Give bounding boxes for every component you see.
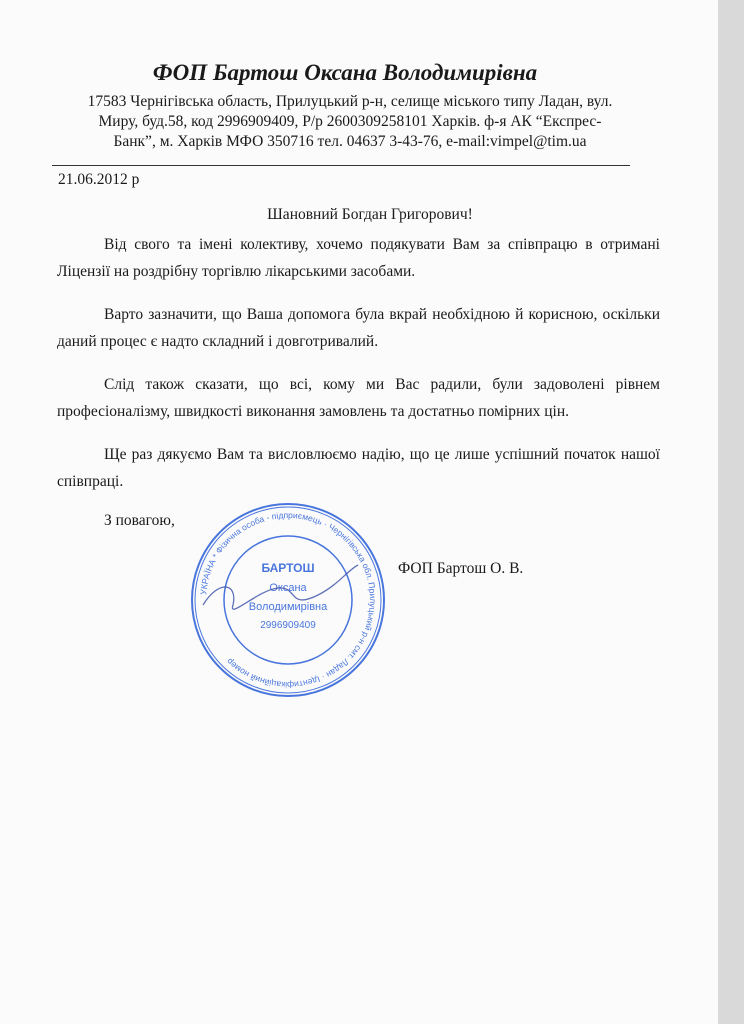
- stamp-center-line: Володимирівна: [248, 601, 328, 613]
- letterhead-address: [40, 92, 660, 152]
- letterhead-title: ФОП Бартош Оксана Володимирівна: [152, 60, 538, 85]
- stamp-center-line: 2996909409: [260, 620, 316, 631]
- signer-name: ФОП Бартош О. В.: [398, 560, 524, 577]
- paragraph: Слід також сказати, що всі, кому ми Вас радили, були задоволені рівнем професіоналізму, швидкості виконання замовлень та достатньо помірних цін.: [57, 376, 660, 420]
- paragraph: Варто зазначити, що Ваша допомога була вкрай необхідною й корисною, оскільки даний процес є надто складний і довготривалий.: [57, 306, 660, 350]
- address-line: Миру, буд.58, код 2996909409, Р/р 2600309258101 Харків. ф-я АК “Експрес-: [98, 113, 602, 130]
- salutation: Шановний Богдан Григорович!: [267, 206, 473, 223]
- address-line: 17583 Чернігівська область, Прилуцький р-н, селище міського типу Ладан, вул.: [87, 93, 613, 110]
- letter-body: [57, 231, 660, 511]
- closing: З повагою,: [104, 512, 175, 529]
- stamp-ring-text: УКРАЇНА * Фізична особа - підприємець · Чернігівська обл. Прилуцький р-н смт. Ладан · Ідентифікаційний номер: [198, 509, 379, 691]
- paragraph: Ще раз дякуємо Вам та висловлюємо надію, що це лише успішний початок нашої співпраці.: [57, 446, 660, 490]
- divider: [52, 165, 630, 166]
- paragraph: Від свого та імені колективу, хочемо подякувати Вам за співпрацю в отримані Ліцензії на роздрібну торгівлю лікарськими засобами.: [57, 236, 660, 280]
- official-stamp: [188, 500, 388, 700]
- stamp-center-line: Оксана: [269, 582, 307, 594]
- stamp-center-line: БАРТОШ: [261, 561, 315, 575]
- letter-date: 21.06.2012 р: [58, 171, 140, 188]
- address-line: Банк”, м. Харків МФО 350716 тел. 04637 3-43-76, e-mail:vimpel@tim.ua: [113, 133, 587, 150]
